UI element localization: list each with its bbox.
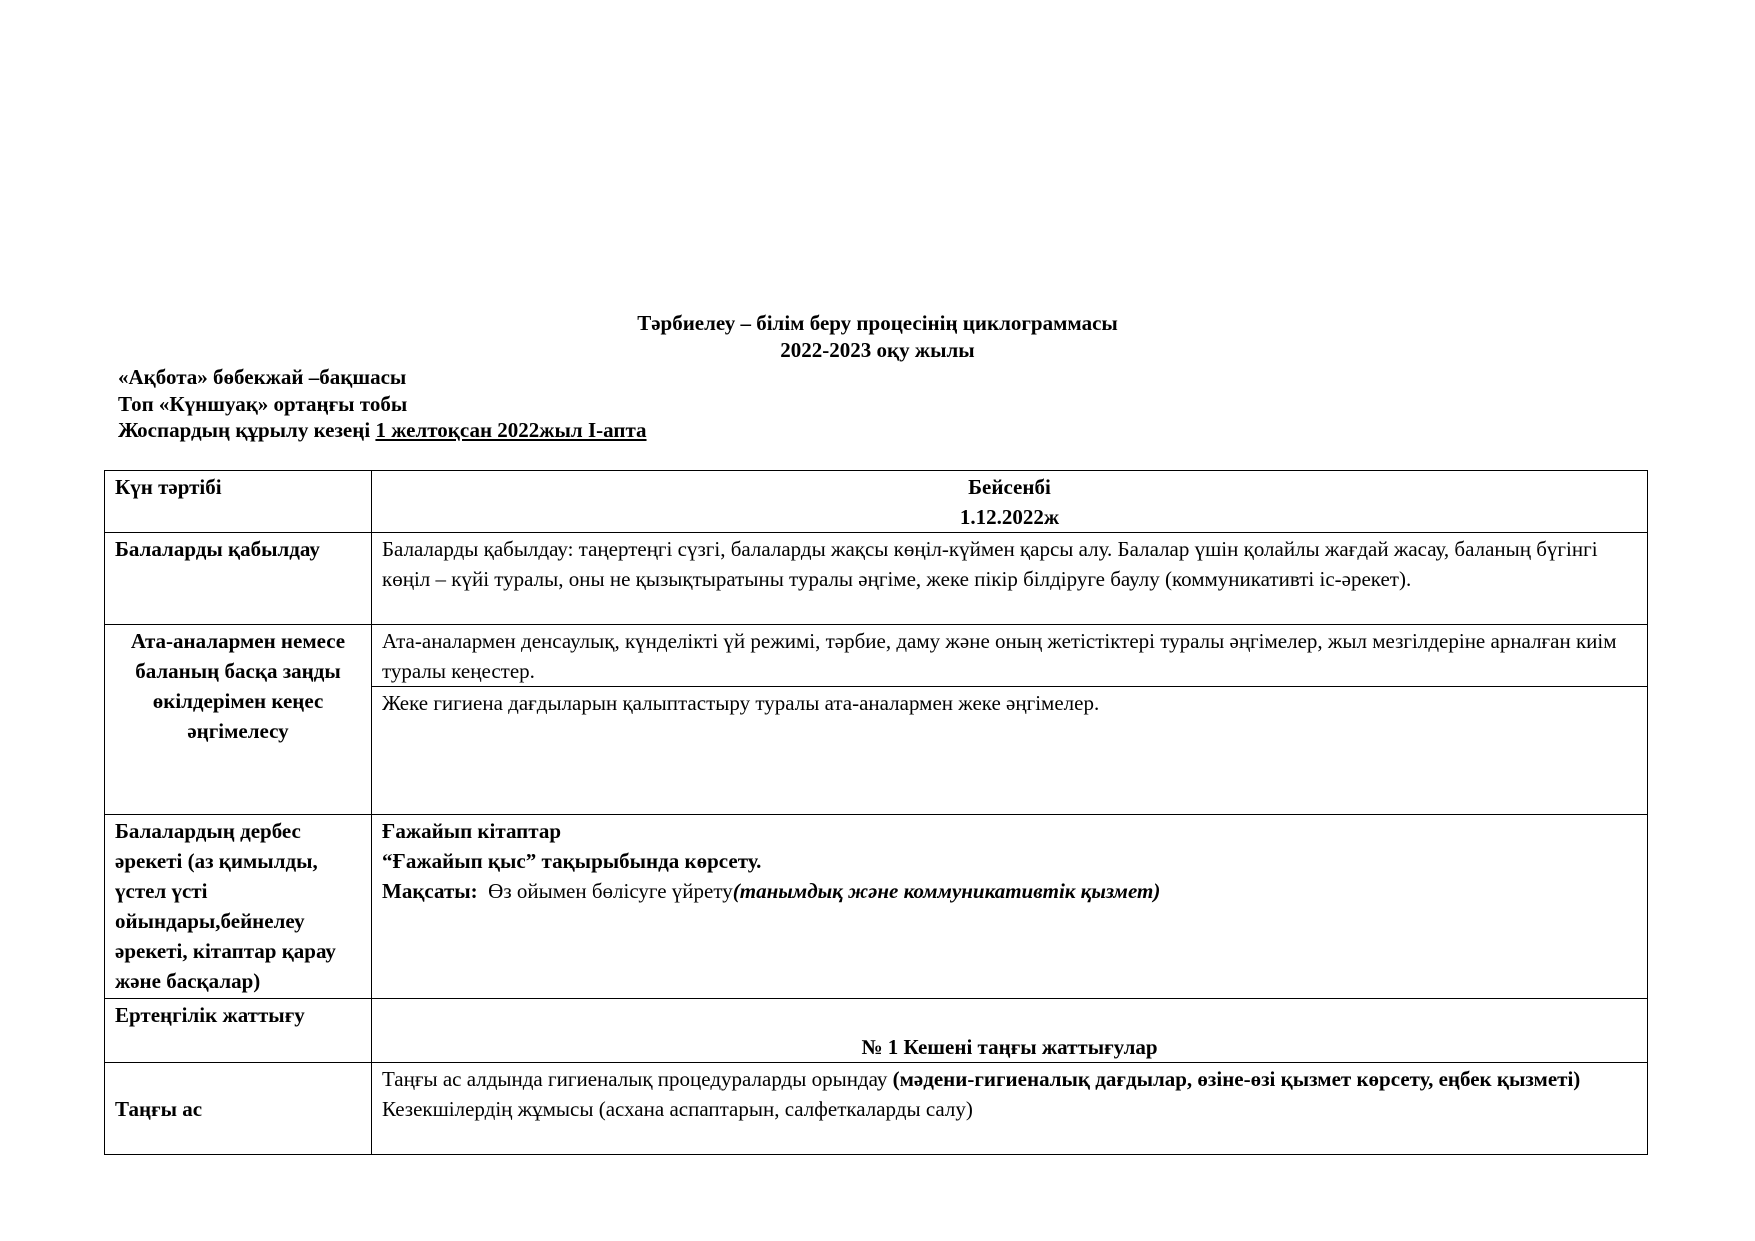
table-row: [105, 625, 1648, 687]
exercise-label-cell: [105, 999, 372, 1063]
exercise-content-cell: [372, 999, 1648, 1063]
day-date: 1.12.2022ж: [959, 505, 1060, 529]
kindergarten-name: «Ақбота» бөбекжай –бақшасы: [118, 365, 407, 389]
day-header-cell: [372, 471, 1648, 533]
breakfast-text-1-plain: Таңғы ас алдында гигиеналық процедураларды орындау: [382, 1067, 893, 1091]
table-row: [105, 815, 1648, 999]
page-title-line-2: 2022-2023 оқу жылы: [780, 338, 975, 362]
activity-goal: [382, 876, 1637, 906]
parents-label: Ата-аналармен немесе баланың басқа заңды өкілдерімен кеңес әңгімелесу: [130, 629, 346, 743]
plan-period: [118, 415, 647, 445]
exercise-label: Ертеңгілік жаттығу: [115, 1003, 305, 1027]
parents-content-cell-2: [372, 687, 1648, 815]
activity-topic: “Ғажайып қыс” тақырыбында көрсету.: [382, 849, 762, 873]
table-row: [105, 1063, 1648, 1155]
schedule-table: [104, 470, 1648, 1155]
activity-content-cell: [372, 815, 1648, 999]
breakfast-content-cell: [372, 1063, 1648, 1155]
breakfast-text-2: Кезекшілердің жұмысы (асхана аспаптарын, салфеткаларды салу): [382, 1097, 973, 1121]
parents-content-cell-1: [372, 625, 1648, 687]
schedule-header-label: Күн тәртібі: [115, 475, 222, 499]
plan-period-label: Жоспардың құрылу кезеңі: [118, 418, 376, 442]
activity-goal-tag: (танымдық және коммуникативтік қызмет): [732, 879, 1161, 903]
parents-text-1: Ата-аналармен денсаулық, күнделікті үй режимі, тәрбие, даму және оның жетістіктері туралы әңгімелер, жыл мезгілдеріне арналған киім туралы кеңестер.: [382, 629, 1617, 683]
reception-label: Балаларды қабылдау: [115, 537, 320, 561]
plan-period-value: 1 желтоқсан 2022жыл І-апта: [375, 418, 647, 442]
page-title-line-1: Тәрбиелеу – білім беру процесінің циклограммасы: [637, 311, 1118, 335]
breakfast-text-1-bold: (мәдени-гигиеналық дағдылар, өзіне-өзі қызмет көрсету, еңбек қызметі): [892, 1067, 1581, 1091]
reception-content-cell: [372, 533, 1648, 625]
activity-goal-text: Өз ойымен бөлісуге үйрету: [477, 879, 733, 903]
parents-label-cell: [105, 625, 372, 815]
activity-goal-label: Мақсаты:: [382, 879, 478, 903]
table-row: [105, 533, 1648, 625]
breakfast-label: Таңғы ас: [115, 1097, 203, 1121]
activity-label-cell: [105, 815, 372, 999]
reception-text: Балаларды қабылдау: таңертеңгі сүзгі, балаларды жақсы көңіл-күймен қарсы алу. Балалар үшін қолайлы жағдай жасау, баланың бүгінгі көңіл – күйі туралы, оны не қызықтыратыны туралы әңгіме, жеке пікір білдіруге баулу (коммуникативті іс-әрекет).: [382, 537, 1598, 591]
table-row: [105, 999, 1648, 1063]
day-name: Бейсенбі: [968, 475, 1051, 499]
header-left-cell: [105, 471, 372, 533]
parents-text-2: Жеке гигиена дағдыларын қалыптастыру туралы ата-аналармен жеке әңгімелер.: [382, 691, 1100, 715]
exercise-text: № 1 Кешені таңғы жаттығулар: [861, 1035, 1158, 1059]
breakfast-label-cell: [105, 1063, 372, 1155]
reception-label-cell: [105, 533, 372, 625]
breakfast-text-1: [382, 1064, 1637, 1094]
activity-label: Балалардың дербес әрекеті (аз қимылды, үстел үсті ойындары,бейнелеу әрекеті, кітаптар қарау және басқалар): [115, 819, 336, 993]
group-name: Топ «Күншуақ» ортаңғы тобы: [118, 392, 408, 416]
table-header-row: [105, 471, 1648, 533]
activity-title: Ғажайып кітаптар: [382, 819, 562, 843]
